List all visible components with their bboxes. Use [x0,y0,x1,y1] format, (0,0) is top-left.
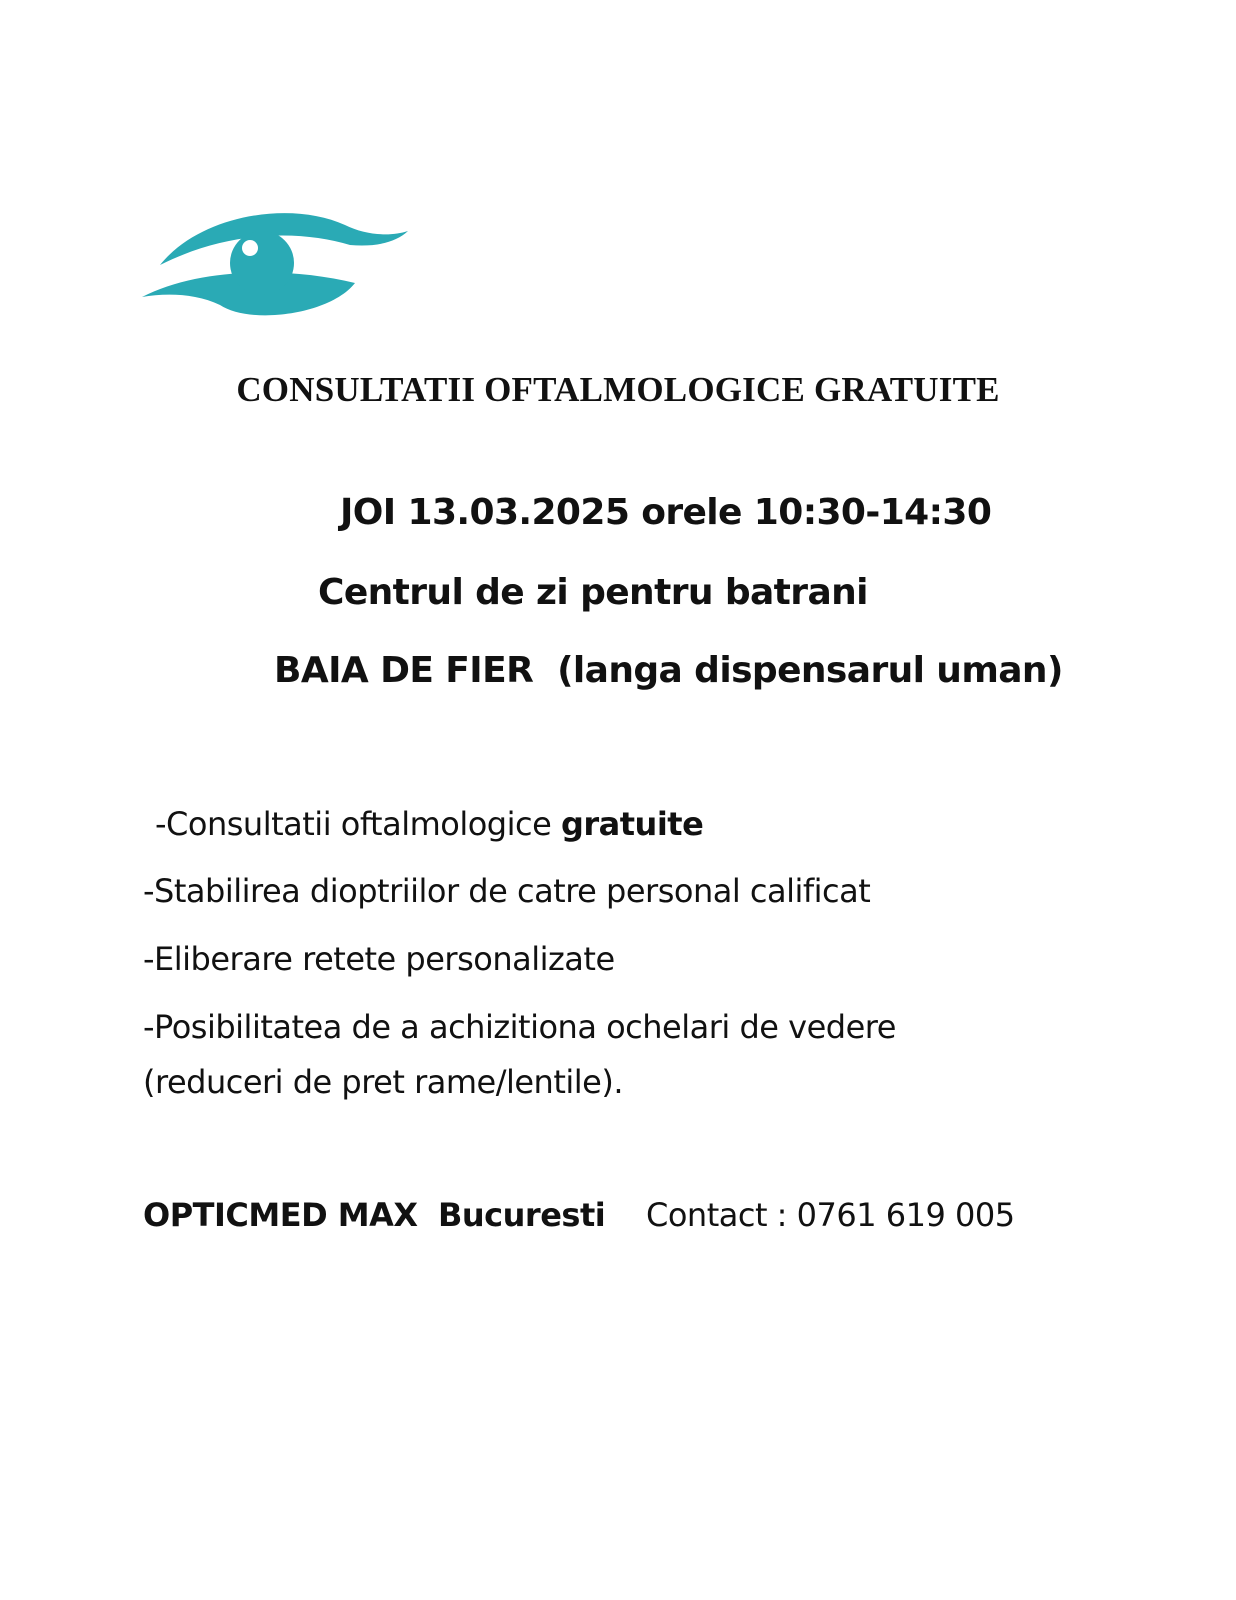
eye-icon [140,205,410,330]
service-item-text: -Consultatii oftalmologice [155,805,561,843]
event-date-time: JOI 13.03.2025 orele 10:30-14:30 [340,492,992,533]
service-item-dioptres: -Stabilirea dioptriilor de catre personal calificat [143,872,871,910]
service-item-prescriptions: -Eliberare retete personalizate [143,940,615,978]
contact-phone: Contact : 0761 619 005 [646,1196,1015,1234]
company-city: Bucuresti [438,1196,606,1234]
event-venue: Centrul de zi pentru batrani [318,572,868,613]
company-name: OPTICMED MAX [143,1196,418,1234]
service-item-glasses-note: (reduceri de pret rame/lentile). [143,1063,623,1101]
service-item-consultations [155,805,703,843]
event-location: BAIA DE FIER (langa dispensarul uman) [274,650,1063,691]
service-item-glasses: -Posibilitatea de a achizitiona ochelari de vedere [143,1008,896,1046]
page-title: CONSULTATII OFTALMOLOGICE GRATUITE [236,370,1000,409]
service-item-emphasis: gratuite [560,805,704,843]
